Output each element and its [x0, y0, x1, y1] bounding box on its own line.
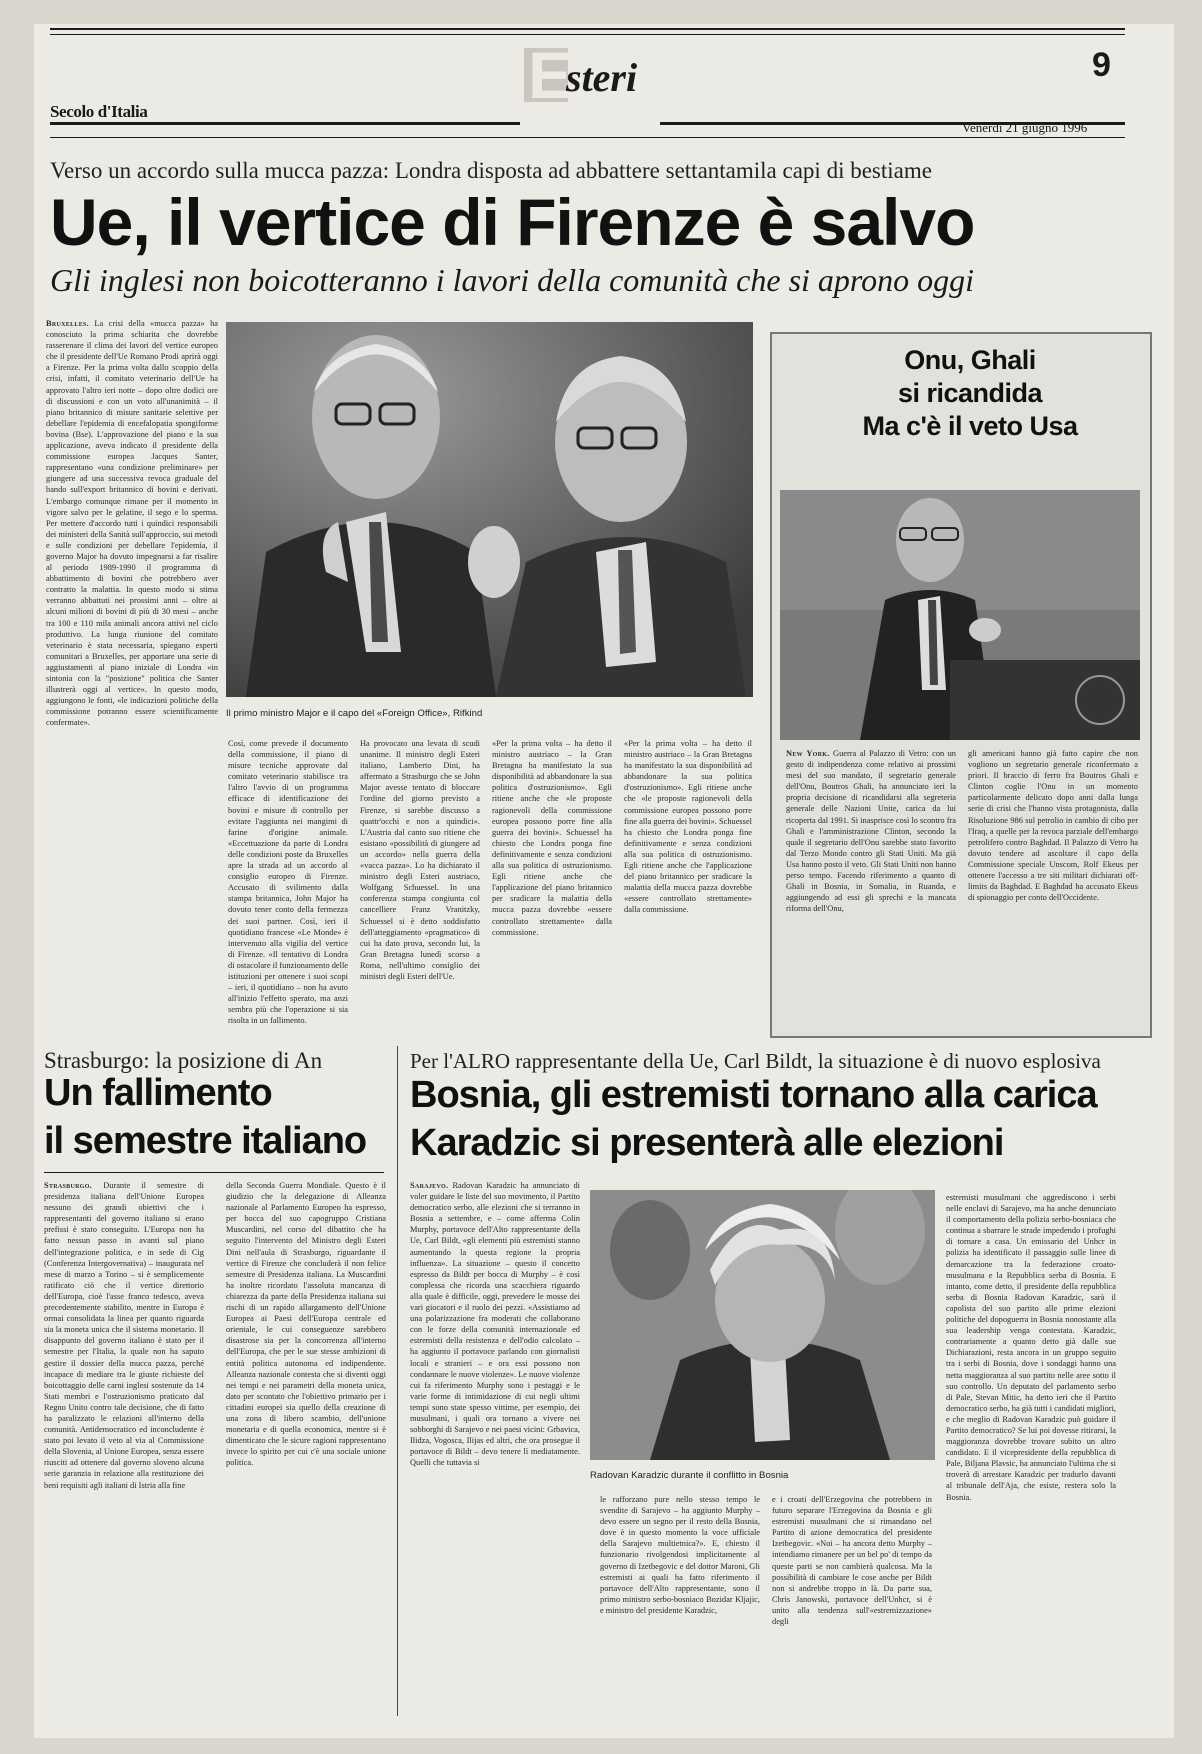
onu-headline-3: Ma c'è il veto Usa — [862, 411, 1078, 441]
lead-column-3: Ha provocato una levata di scudi unanime. Il ministro degli Esteri italiano, Lamberto Dini, ha affermato a Strasburgo che se John Major avesse tentato di bloccare l'ordine del giorno previsto a Firenze, si sarebbe discusso a quattr'occhi e non a quindici». L'Austria dal canto suo ritiene che esistano «possibilità di giungere ad un accordo» nella guerra della «vacca pazza». Lo ha dichiarato il ministro degli Esteri austriaco, Wolfgang Schuessel. In una conferenza stampa congiunta col cancelliere Franz Vranitzky, Schuessel si è detto soddisfatto dell'atteggiamento «pragmatico» di cui ha dato prova, secondo lui, la Gran Bretagna lunedì scorso a Roma, nell'ultimo consiglio dei ministri degli Esteri dell'Ue. — [360, 739, 480, 981]
header-rule-left — [50, 122, 520, 125]
lead-kicker: Verso un accordo sulla mucca pazza: Londra disposta ad abbattere settantamila capi di bestiame — [50, 158, 932, 183]
bosnia-column-4: estremisti musulmani che aggrediscono i serbi nelle enclavi di Sarajevo, ma ha anche denunciato il comportamento della polizia serbo-bosniaca che continua a sbarrare le strade impedendo i profughi di tornare a casa. Un emissario del Unhcr in polizia ha identificato il passaggio sulle linee di demarcazione tra la federazione croato-musulmana e la Repubblica serba di Bosnia. E intanto, come detto, il presidente della repubblica serba di Bosnia Radovan Karadzic, sarà il capolista del suo partito alle prime elezioni politiche del dopoguerra in Bosnia nonostante alla sua leadership venga contestata. Karadzic, contrariamente a quanto detto già dalle sue Dichiarazioni, resta ancora in un gruppo seguito tra i serbi di Bosnia, dove i sondaggi hanno una netta maggioranza al suo partito nelle aree sotto il suo controllo. Un deputato del parlamento serbo di Pale, Stevan Mitic, ha detto ieri che il Partito democratico serbo, ha già tutti i candidati migliori, e che meglio di Radovan Karadzic può guidare il Partito democratico? Se lui poi dovesse ritirarsi, la maggioranza dovrebbe trovare subito un altro candidato. E il vicepresidente della repubblica di Pale, Biljana Plavsic, ha annunciato l'ultima che si troverà di arrestare Karadzic per tradurlo davanti al tribunale dell'Aja, che esiste, restera solo la Bosnia. — [946, 1193, 1116, 1502]
strasburgo-headline-1: Un fallimento — [44, 1072, 272, 1114]
lead-column-1-text: La crisi della «mucca pazza» ha conosciuto la prima schiarita che dovrebbe rasserenare il clima dei lavori del vertice europeo che il presidente dell'Ue Romano Prodi aprirà oggi a Firenze. Per la prima volta dallo scoppio della crisi, infatti, il comitato veterinario dell'Ue ha approvato l'altro ieri notte – dopo oltre dodici ore di discussioni e con un voto all'unanimità – il piano britannico di misure sanitarie selettive per debellare l'epidemia di encefalopatia spongiforme bovina (Bse). L'approvazione del piano e la sua applicazione, aveva indicato il presidente della commissione europea Jacques Santer, rappresentano «una condizione preliminare» per giungere ad una successiva revoca graduale del bando sull'export britannico di bovini e derivati. L'embargo comunque rimane per il momento in vigore salvo per le gelatine, il sego e lo sperma. Per mettere d'accordo tutti i quindici responsabili dei ministeri della Sanità sull'approccio, sui metodi e sulle condizioni per debellare l'epidemia, il governo Major ha dovuto impegnarsi a far risalire al periodo 1989-1990 il programma di abbattimento di bovini che potrebbero aver contratto la malattia. In questo modo si stima verranno abbattuti nei prossimi anni – oltre ai alcuni milioni di bovini di più di 30 mesi – anche tra 100 e 110 mila animali ancora attivi nel ciclo produttivo. La lunga riunione del comitato veterinario è stata necessaria, spiegano esperti comunitari a Bruxelles, per apportare una serie di aggiustamenti al piano iniziale di Londra «in sintonia con la "posizione" politica che Santer illustrerà oggi al vertice». In questo modo, aggiungono le fonti, «le indicazioni politiche della commissione potranno essere scientificamente confermate». — [46, 319, 218, 728]
bosnia-column-1 — [410, 1180, 580, 1720]
strasburgo-column-2: della Seconda Guerra Mondiale. Questo è il giudizio che la delegazione di Alleanza nazionale al Parlamento Europeo ha espresso, per bocca del suo capogruppo Cristiana Muscardini, nel corso del dibattito che ha seguito l'intervento del Ministro degli Esteri Dini nell'aula di Strasburgo, riguardante il vertice di Firenze che concluderà il non felice semestre di Presidenza italiana. La Muscardini ha inoltre ricordato l'assoluta mancanza di chiarezza da parte della Presidenza italiana sui rischi di un rapido allargamento dell'Unione Europea ai Paesi dell'Europa centrale ed orientale, le cui conseguenze sarebbero disastrose sia per la concorrenza all'interno dell'Europa, che per le sue stesse ambizioni di entità politica autonoma ed indipendente. Alleanza nazionale contesta che si diventi oggi nei tempi e nei parametri della moneta unica, dato per scontato che l'obiettivo primario per i cittadini europei sia quello della creazione di una zona di libero scambio, dell'unione monetaria e di quella economica, mentre si è dimenticato che le sicure ragioni rappresentano invece lo spirito per cui c'è una sociale unione politica. — [226, 1181, 386, 1468]
lead-subhead: Gli inglesi non boicotteranno i lavori della comunità che si aprono oggi — [50, 262, 975, 298]
strasburgo-column-1 — [44, 1180, 204, 1720]
onu-headline-1: Onu, Ghali — [904, 345, 1036, 375]
bosnia-photo-caption: Radovan Karadzic durante il conflitto in Bosnia — [590, 1470, 789, 1481]
onu-dateline: New York. — [786, 749, 830, 758]
onu-column-2: gli americani hanno già fatto capire che non vogliono un segretario generale riconfermato a priori. Il braccio di ferro fra Boutros Ghali e Clinton coglie l'Onu in un momento particolarmente delicato dopo anni dalla lunga serie di crisi che l'hanno vista protagonista, dalla Risoluzione 986 sul petrolio in cambio di cibo per l'Iraq, a quelle per la revoca parziale dell'embargo petrolifero contro Baghdad. Il Palazzo di Vetro ha dovuto tendere ad ascoltare il capo della Commissione speciale Unscom, Rolf Ekeus per ottenere l'accesso a tre siti militari dichiarati off-limits da Baghdad. E Baghdad ha accusato Ekeus di spionaggio per conto dell'Occidente. — [968, 749, 1138, 903]
strasburgo-dateline: Strasburgo. — [44, 1181, 93, 1190]
bosnia-column-2: le rafforzano pure nello stesso tempo le svendite di Sarajevo – ha aggiunto Murphy – devo essere un segno per il resto della Bosnia, dove è in questo momento la voce ufficiale della Sarajevo multietnica?». E, chiesto il funzionario rivolgendosi implicitamente al governo di Izetbegovic e del dottor Maroni, Gli estremisti ai quali ha fatto riferimento il portavoce dell'Alto rappresentante, sono il primo ministro serbo-bosniaco Bozidar Kljajic, e ministro del presidente Karadzic, — [600, 1495, 760, 1615]
bosnia-kicker: Per l'ALRO rappresentante della Ue, Carl Bildt, la situazione è di nuovo esplosiva — [410, 1049, 1101, 1073]
strasburgo-rule — [44, 1172, 384, 1173]
issue-date: Venerdì 21 giugno 1996 — [962, 120, 1088, 135]
lead-column-4: «Per la prima volta – ha detto il ministro austriaco – la Gran Bretagna ha manifestato la sua disponibilità ad abbandonare la sua politica d'ostruzionismo». Egli ritiene anche che «le proposte ragionevoli della commissione europea possono porre fine alla guerra dei bovini». Schuessel ha chiesto che Londra ponga fine definitivamente e senza condizioni alla sua politica di ostruzionismo. Egli ritiene anche che l'applicazione del piano britannico per sradicare la malattia della mucca pazza dovrebbe «essere controllato strettamente» dalla commissione. — [492, 739, 612, 937]
top-rule-thin — [50, 34, 1125, 35]
onu-column-1 — [786, 748, 956, 1026]
lead-column-1 — [46, 318, 218, 1038]
header-rule-bottom — [50, 137, 1125, 138]
onu-photo — [780, 490, 1140, 740]
lead-column-2: Così, come prevede il documento della commissione, il piano di misure tecniche approvate dal comitato veterinario stabilisce tra l'altro l'avvio di un programma efficace di identificazione dei bovini e misure di controllo per evitare l'aggiunta nei mangimi di farine d'origine animale. «Eccettuazione da parte di Londra delle condizioni poste da Bruxelles apre la strada ad un accordo al consiglio europeo di Firenze. Accusato di svilimento dalla stampa britannica, John Major ha dovuto tener conto della fermezza dei suoi partner. Così, ieri il quotidiano francese «Le Monde» è intervenuto alla vigilia del vertice di Firenze. «Il tentativo di Londra di ostacolare il funzionamento delle istituzioni per ottenere i suoi scopi – ieri, il quotidiano – non ha avuto all'inizio l'effetto sperato, ma anzi sembra più che l'operazione si sia risolta in un fallimento. — [228, 739, 348, 1026]
section-initial: E — [528, 38, 573, 112]
onu-headline-2: si ricandida — [897, 378, 1043, 408]
bosnia-column-1-text: Radovan Karadzic ha annunciato di voler guidare le liste del suo movimento, il Partito democratico serbo, alle elezioni che si terranno in Bosnia a settembre, e – come afferma Colin Murphy, portavoce dell'Alto rappresentante della Ue, Carl Bildt, «gli elementi più estremisti stanno aumentando la questa regione la propria influenza». La situazione – questo il concetto espresso da Bildt per bocca di Murphy – è così complessa che ricorda una scacchiera riguardo alla quale è difficile, oggi, prevedere le mosse dei vari giocatori e il ruolo dei pezzi. «Assistiamo ad una polarizzazione fra moderati che collaborano con le forze della comunità internazionale ed estremisti della resistenza e dell'odio calcolato – ha aggiunto il portavoce parlando con giornalisti locali e stranieri – e ora essi possono non condannare le nuove violenze». Le nuove violenze cui fa riferimento Murphy sono i pestaggi e le varie forme di intimidazione di cui negli ultimi tempi sono state spesso vittime, per esempio, dei musulmani, i quali ora tornano a vivere nei sobborghi di Sarajevo e nei paesi vicini: Grbavica, Ilidza, Vogosca, Ilijas ed altri, che ora prosegue il portavoce di Bildt – devo tenere lì mediatamente. Quelli che tuttavia si — [410, 1181, 580, 1468]
lead-dateline: Bruxelles. — [46, 319, 90, 328]
strasburgo-column-1-text: Durante il semestre di presidenza italiana dell'Unione Europea nessuno dei grandi obiettivi che i rappresentanti del governo italiano si erano prefissi è stato conseguito. L'Europa non ha fatto nessun passo in avanti sul piano dell'integrazione politica, e in sede di Cig (Conferenza Intergovernativa) – inaugurata nel mese di marzo a Torino – si è semplicemente ratificato ciò che il vertice direttorio dell'Europa, cioè l'asse franco tedesco, aveva precedentemente stabilito, mentre in Europa è ormai consolidata la linea per quanto riguarda sia la moneta unica che il sistema monetario. Il disappunto del governo italiano è stato per il semestre per l'Italia, la quale non ha saputo gestire il dossier della mucca pazza, perché incapace di mediare tra le giuste richieste del boicottaggio delle carni inglesi sostenute da 14 Stati membri e l'ostruzionismo praticato dal Regno Unito contro tale decisione, che di fatto ha paralizzato le relazioni all'interno della comunità. Antidemocratico ed inconcludente è stato poi levato il veto al via al Commissione della Slovenia, al Unione Europea, senza essere riusciti ad ottenere dal governo sloveno alcuna serie garanzia in relazione alla restituzione dei beni requisiti agli italiani di Istria alla fine — [44, 1181, 204, 1490]
lead-column-5: «Per la prima volta – ha detto il ministro austriaco – la Gran Bretagna ha manifestato la sua disponibilità ad abbandonare la sua politica d'ostruzionismo». Egli ritiene anche che «le proposte ragionevoli della commissione europea possono porre fine alla guerra dei bovini». Schuessel ha chiesto che Londra ponga fine definitivamente e senza condizioni alla sua politica di ostruzionismo. Egli ritiene anche che l'applicazione del piano britannico per sradicare la malattia della mucca pazza dovrebbe «essere controllato strettamente» dalla commissione. — [624, 739, 752, 915]
bosnia-headline-2: Karadzic si presenterà alle elezioni — [410, 1122, 1004, 1164]
top-rule — [50, 28, 1125, 30]
page-number: 9 — [1092, 46, 1111, 84]
bosnia-column-3: e i croati dell'Erzegovina che potrebbero in futuro separare l'Erzegovina da Bosnia e gli estremisti musulmani che si rimandano nel Partito di azione democratica del presidente Izetbegovic. «Noi – ha ancora detto Murphy – intendiamo rimanere per un bel po' di tempo da queste parti se non cambierà qualcosa. Ma la possibilità di cambiare le cose anche per Bildt non si andrebbe troppo in là. Da parte sua, Chris Janowski, portavoce dell'Unhcr, si è unito alla tendenza sull'«estremizzazione» degli — [772, 1495, 932, 1627]
column-divider — [397, 1046, 398, 1716]
bosnia-headline-1: Bosnia, gli estremisti tornano alla carica — [410, 1074, 1097, 1116]
lead-headline: Ue, il vertice di Firenze è salvo — [50, 185, 975, 259]
section-title: steri — [566, 55, 638, 100]
bosnia-dateline: Sarajevo. — [410, 1181, 449, 1190]
strasburgo-headline-2: il semestre italiano — [44, 1120, 367, 1162]
lead-photo-caption: Il primo ministro Major e il capo del «Foreign Office», Rifkind — [226, 708, 483, 719]
lead-photo — [226, 322, 753, 697]
masthead: Secolo d'Italia — [50, 102, 148, 121]
bosnia-photo — [590, 1190, 935, 1460]
strasburgo-kicker: Strasburgo: la posizione di An — [44, 1048, 323, 1073]
onu-column-1-text: Guerra al Palazzo di Vetro: con un gesto di indipendenza come relativo ai prossimi mesi del suo mandato, il segretario generale dell'Onu, Boutros Ghali, ha annunciato ieri la propria decisione di ricandidarsi alla segreteria generale delle Nazioni Unite, carica da lui ricoperta dal 1991. Si inasprisce così lo scontro fra Ghali e l'amministrazione Clinton, secondo la quale il segretario dell'Onu sarebbe stato favorito dal Terzo Mondo contro gli Stati Uniti. Ma già Usa hanno posto il veto. Gli Stati Uniti non hanno perso tempo. Facendo riferimento a quanto di Ghali in Bosnia, in Somalia, in Ruanda, e aggiungendo ad essi gli sprechi e la mancata riforma dell'Onu, — [786, 749, 956, 914]
